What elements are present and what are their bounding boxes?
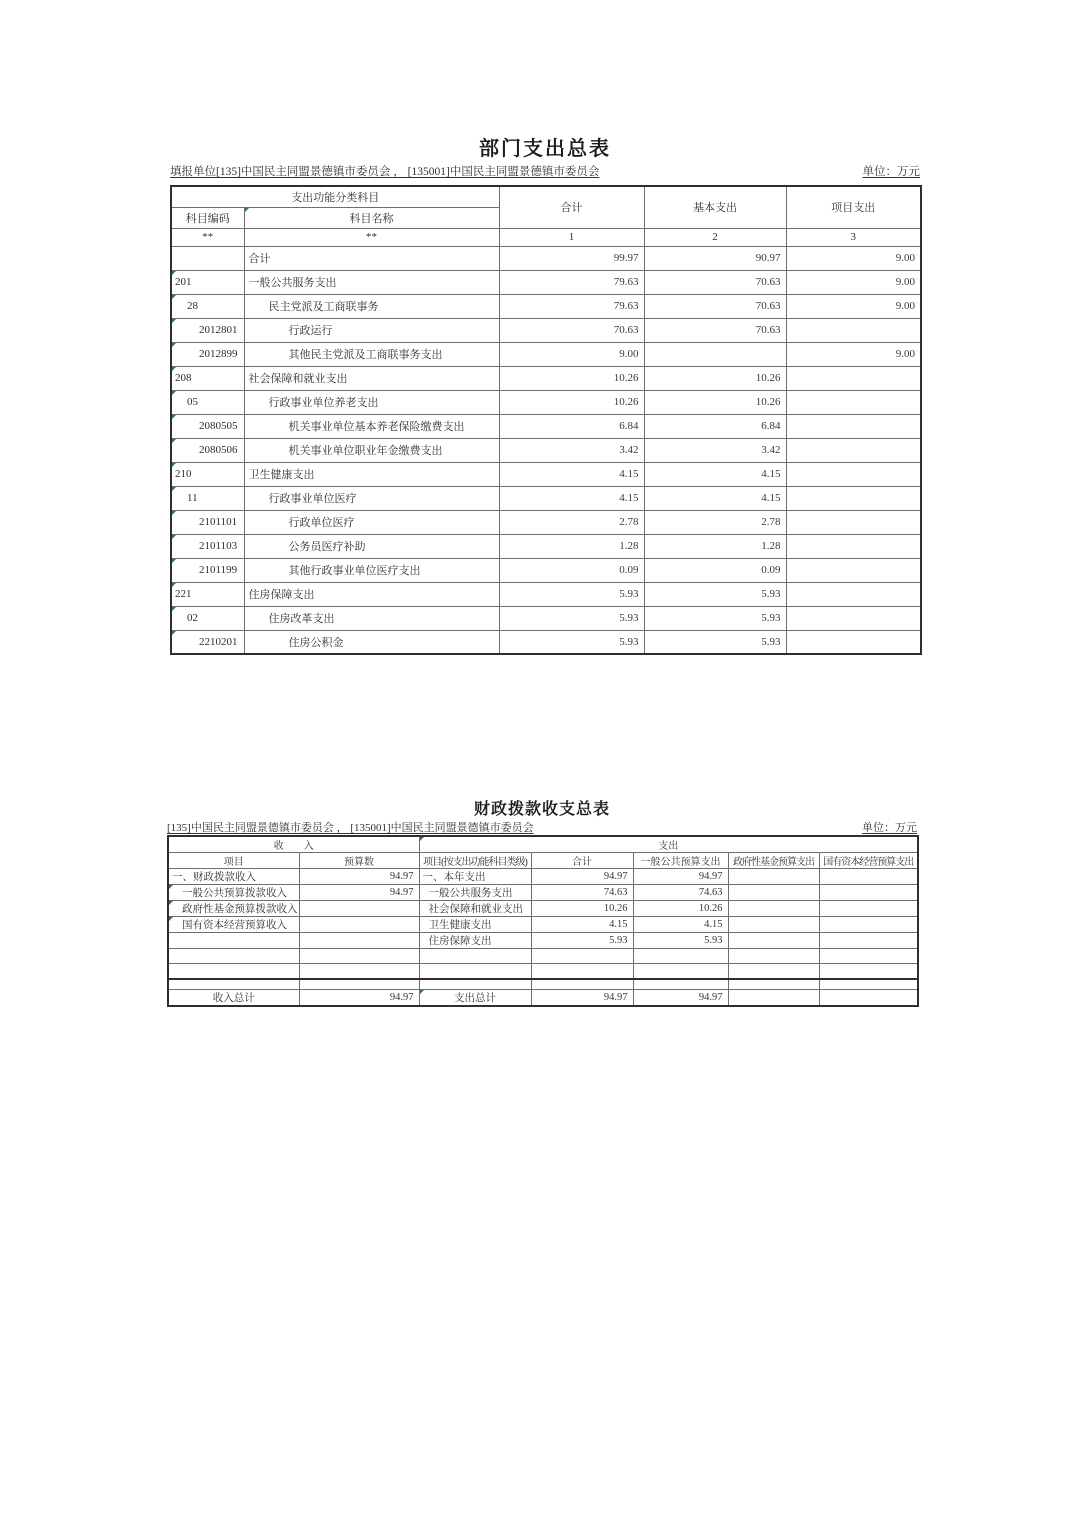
expense-total-cell: 4.15 bbox=[531, 917, 633, 933]
subject-code-cell: 28 bbox=[171, 294, 244, 318]
basic-expenditure-cell: 4.15 bbox=[644, 462, 786, 486]
total-amount-cell: 5.93 bbox=[499, 630, 644, 654]
empty-row bbox=[168, 979, 918, 990]
subject-name-cell: 行政事业单位养老支出 bbox=[244, 390, 499, 414]
basic-expenditure-cell: 0.09 bbox=[644, 558, 786, 582]
total-amount-cell: 70.63 bbox=[499, 318, 644, 342]
subject-name-cell: 机关事业单位职业年金缴费支出 bbox=[244, 438, 499, 462]
project-expenditure-cell bbox=[786, 438, 921, 462]
basic-expenditure-cell: 90.97 bbox=[644, 246, 786, 270]
budget-amount-cell: 94.97 bbox=[299, 885, 419, 901]
income-item-cell: 一、财政拨款收入 bbox=[168, 869, 299, 885]
col-number-cell: 2 bbox=[644, 228, 786, 246]
project-expenditure-cell bbox=[786, 510, 921, 534]
project-expenditure-cell: 9.00 bbox=[786, 342, 921, 366]
subject-name-cell: 卫生健康支出 bbox=[244, 462, 499, 486]
empty-cell bbox=[299, 964, 419, 979]
income-group-header: 收 入 bbox=[168, 836, 419, 853]
table-row bbox=[171, 318, 921, 342]
empty-cell bbox=[419, 964, 531, 979]
subject-name-header: 科目名称 bbox=[244, 207, 499, 228]
fiscal-appropriation-subtitle-row bbox=[167, 819, 917, 835]
basic-expenditure-cell: 70.63 bbox=[644, 318, 786, 342]
empty-cell bbox=[728, 979, 819, 990]
table-row bbox=[171, 414, 921, 438]
subject-code-cell: 2012801 bbox=[171, 318, 244, 342]
reporting-unit-label: 填报单位[135]中国民主同盟景德镇市委员会 ， [135001]中国民主同盟景德镇市委员会 bbox=[170, 166, 600, 178]
table-row bbox=[168, 933, 918, 949]
project-expenditure-cell bbox=[786, 390, 921, 414]
unit-label: 单位：万元 bbox=[862, 822, 917, 834]
table-row bbox=[171, 510, 921, 534]
state-capital-cell bbox=[819, 933, 918, 949]
income-item-cell: 政府性基金预算拨款收入 bbox=[168, 901, 299, 917]
total-amount-cell: 9.00 bbox=[499, 342, 644, 366]
basic-expenditure-cell: 3.42 bbox=[644, 438, 786, 462]
subject-code-cell: 2101101 bbox=[171, 510, 244, 534]
subject-code-cell bbox=[171, 246, 244, 270]
expense-total-cell: 10.26 bbox=[531, 901, 633, 917]
subject-code-cell: 201 bbox=[171, 270, 244, 294]
expense-item-cell: 卫生健康支出 bbox=[419, 917, 531, 933]
expense-item-cell: 社会保障和就业支出 bbox=[419, 901, 531, 917]
general-budget-total-cell: 94.97 bbox=[633, 990, 728, 1007]
project-expenditure-cell bbox=[786, 414, 921, 438]
empty-cell bbox=[531, 964, 633, 979]
income-total-amount-cell: 94.97 bbox=[299, 990, 419, 1007]
subject-name-cell: 行政单位医疗 bbox=[244, 510, 499, 534]
general-budget-header: 一般公共预算支出 bbox=[633, 853, 728, 869]
total-col-header: 合计 bbox=[499, 186, 644, 228]
reporting-unit-label: [135]中国民主同盟景德镇市委员会 ， [135001]中国民主同盟景德镇市委员会 bbox=[167, 822, 534, 834]
gov-fund-cell bbox=[728, 885, 819, 901]
subject-name-cell: 公务员医疗补助 bbox=[244, 534, 499, 558]
name-star-cell: ** bbox=[244, 228, 499, 246]
total-amount-cell: 2.78 bbox=[499, 510, 644, 534]
table-row bbox=[171, 246, 921, 270]
table-row bbox=[171, 462, 921, 486]
project-expenditure-cell bbox=[786, 534, 921, 558]
expense-item-cell: 一般公共服务支出 bbox=[419, 885, 531, 901]
general-budget-cell: 4.15 bbox=[633, 917, 728, 933]
total-amount-cell: 79.63 bbox=[499, 294, 644, 318]
empty-cell bbox=[168, 979, 299, 990]
subject-code-cell: 05 bbox=[171, 390, 244, 414]
department-expenditure-subtitle-row bbox=[170, 163, 920, 179]
col-number-cell: 1 bbox=[499, 228, 644, 246]
table-row bbox=[168, 869, 918, 885]
total-amount-cell: 6.84 bbox=[499, 414, 644, 438]
basic-expenditure-cell: 5.93 bbox=[644, 630, 786, 654]
code-star-cell: ** bbox=[171, 228, 244, 246]
project-expenditure-cell bbox=[786, 462, 921, 486]
project-expenditure-cell bbox=[786, 486, 921, 510]
gov-fund-cell bbox=[728, 901, 819, 917]
budget-amount-cell bbox=[299, 901, 419, 917]
state-capital-cell bbox=[819, 917, 918, 933]
total-amount-cell: 10.26 bbox=[499, 390, 644, 414]
expense-total-amount-cell: 94.97 bbox=[531, 990, 633, 1007]
subject-code-cell: 2080505 bbox=[171, 414, 244, 438]
department-expenditure-table bbox=[170, 185, 922, 655]
table-row bbox=[171, 558, 921, 582]
subject-name-cell: 民主党派及工商联事务 bbox=[244, 294, 499, 318]
budget-amount-cell bbox=[299, 917, 419, 933]
empty-cell bbox=[168, 964, 299, 979]
empty-cell bbox=[819, 979, 918, 990]
general-budget-cell: 94.97 bbox=[633, 869, 728, 885]
subject-name-cell: 行政运行 bbox=[244, 318, 499, 342]
empty-cell bbox=[168, 949, 299, 964]
basic-expenditure-cell: 10.26 bbox=[644, 390, 786, 414]
total-amount-cell: 79.63 bbox=[499, 270, 644, 294]
func-category-header: 支出功能分类科目 bbox=[171, 186, 499, 207]
expense-item-header: 项目(按支出功能科目类级) bbox=[419, 853, 531, 869]
subject-code-cell: 2012899 bbox=[171, 342, 244, 366]
basic-expenditure-cell: 70.63 bbox=[644, 270, 786, 294]
fiscal-appropriation-table bbox=[167, 835, 919, 1007]
table-row bbox=[171, 630, 921, 654]
total-amount-cell: 3.42 bbox=[499, 438, 644, 462]
table-header-row bbox=[168, 836, 918, 853]
table-row bbox=[171, 294, 921, 318]
table-row bbox=[171, 582, 921, 606]
table-row bbox=[171, 366, 921, 390]
expense-item-cell: 一、本年支出 bbox=[419, 869, 531, 885]
subject-code-cell: 11 bbox=[171, 486, 244, 510]
table-row bbox=[171, 486, 921, 510]
project-expenditure-cell bbox=[786, 630, 921, 654]
subject-name-cell: 住房公积金 bbox=[244, 630, 499, 654]
project-expenditure-cell bbox=[786, 582, 921, 606]
basic-expenditure-cell: 6.84 bbox=[644, 414, 786, 438]
income-total-label-cell: 收入总计 bbox=[168, 990, 299, 1007]
total-amount-cell: 4.15 bbox=[499, 486, 644, 510]
table-header-row bbox=[171, 186, 921, 207]
subject-code-cell: 02 bbox=[171, 606, 244, 630]
general-budget-cell: 74.63 bbox=[633, 885, 728, 901]
subject-code-cell: 221 bbox=[171, 582, 244, 606]
project-expenditure-cell: 9.00 bbox=[786, 270, 921, 294]
empty-cell bbox=[299, 949, 419, 964]
project-expenditure-col-header: 项目支出 bbox=[786, 186, 921, 228]
budget-amount-cell bbox=[299, 933, 419, 949]
fiscal-appropriation-title: 财政拨款收支总表 bbox=[473, 801, 610, 818]
subject-name-cell: 机关事业单位基本养老保险缴费支出 bbox=[244, 414, 499, 438]
project-expenditure-cell bbox=[786, 606, 921, 630]
col-number-cell: 3 bbox=[786, 228, 921, 246]
budget-amount-cell: 94.97 bbox=[299, 869, 419, 885]
subject-name-cell: 住房保障支出 bbox=[244, 582, 499, 606]
income-item-header: 项目 bbox=[168, 853, 299, 869]
basic-expenditure-cell: 5.93 bbox=[644, 582, 786, 606]
basic-expenditure-cell: 2.78 bbox=[644, 510, 786, 534]
state-capital-total-cell bbox=[819, 990, 918, 1007]
project-expenditure-cell bbox=[786, 558, 921, 582]
subject-name-cell: 一般公共服务支出 bbox=[244, 270, 499, 294]
subject-name-cell: 合计 bbox=[244, 246, 499, 270]
income-item-cell: 国有资本经营预算收入 bbox=[168, 917, 299, 933]
general-budget-cell: 10.26 bbox=[633, 901, 728, 917]
subject-name-cell: 住房改革支出 bbox=[244, 606, 499, 630]
table-row bbox=[171, 534, 921, 558]
table-row bbox=[171, 270, 921, 294]
empty-cell bbox=[633, 949, 728, 964]
column-index-row bbox=[171, 228, 921, 246]
table-row bbox=[168, 990, 918, 1007]
expense-total-cell: 5.93 bbox=[531, 933, 633, 949]
unit-label: 单位：万元 bbox=[862, 166, 920, 178]
empty-cell bbox=[819, 949, 918, 964]
expense-total-cell: 74.63 bbox=[531, 885, 633, 901]
basic-expenditure-cell: 1.28 bbox=[644, 534, 786, 558]
expense-total-header: 合计 bbox=[531, 853, 633, 869]
gov-fund-cell bbox=[728, 869, 819, 885]
subject-name-cell: 其他行政事业单位医疗支出 bbox=[244, 558, 499, 582]
subject-name-cell: 其他民主党派及工商联事务支出 bbox=[244, 342, 499, 366]
table-row bbox=[168, 901, 918, 917]
basic-expenditure-cell bbox=[644, 342, 786, 366]
total-amount-cell: 4.15 bbox=[499, 462, 644, 486]
table-row bbox=[171, 438, 921, 462]
total-amount-cell: 99.97 bbox=[499, 246, 644, 270]
basic-expenditure-cell: 4.15 bbox=[644, 486, 786, 510]
total-amount-cell: 10.26 bbox=[499, 366, 644, 390]
gov-fund-cell bbox=[728, 917, 819, 933]
basic-expenditure-col-header: 基本支出 bbox=[644, 186, 786, 228]
total-amount-cell: 0.09 bbox=[499, 558, 644, 582]
income-item-cell bbox=[168, 933, 299, 949]
subject-code-cell: 2101199 bbox=[171, 558, 244, 582]
state-capital-cell bbox=[819, 901, 918, 917]
empty-cell bbox=[728, 964, 819, 979]
expense-group-header: 支出 bbox=[419, 836, 918, 853]
expense-total-cell: 94.97 bbox=[531, 869, 633, 885]
empty-cell bbox=[633, 964, 728, 979]
subject-code-cell: 210 bbox=[171, 462, 244, 486]
project-expenditure-cell: 9.00 bbox=[786, 246, 921, 270]
gov-fund-cell bbox=[728, 933, 819, 949]
expense-item-cell: 住房保障支出 bbox=[419, 933, 531, 949]
empty-cell bbox=[633, 979, 728, 990]
total-amount-cell: 1.28 bbox=[499, 534, 644, 558]
budget-amount-header: 预算数 bbox=[299, 853, 419, 869]
empty-cell bbox=[728, 949, 819, 964]
table-row bbox=[171, 390, 921, 414]
empty-row bbox=[168, 949, 918, 964]
total-amount-cell: 5.93 bbox=[499, 582, 644, 606]
basic-expenditure-cell: 5.93 bbox=[644, 606, 786, 630]
subject-name-cell: 社会保障和就业支出 bbox=[244, 366, 499, 390]
total-amount-cell: 5.93 bbox=[499, 606, 644, 630]
subject-name-cell: 行政事业单位医疗 bbox=[244, 486, 499, 510]
table-row bbox=[171, 342, 921, 366]
table-header-row bbox=[168, 853, 918, 869]
project-expenditure-cell: 9.00 bbox=[786, 294, 921, 318]
empty-row bbox=[168, 964, 918, 979]
income-item-cell: 一般公共预算拨款收入 bbox=[168, 885, 299, 901]
general-budget-cell: 5.93 bbox=[633, 933, 728, 949]
subject-code-header: 科目编码 bbox=[171, 207, 244, 228]
table-row bbox=[171, 606, 921, 630]
state-capital-cell bbox=[819, 885, 918, 901]
subject-code-cell: 208 bbox=[171, 366, 244, 390]
table-row bbox=[168, 885, 918, 901]
project-expenditure-cell bbox=[786, 318, 921, 342]
project-expenditure-cell bbox=[786, 366, 921, 390]
subject-code-cell: 2101103 bbox=[171, 534, 244, 558]
empty-cell bbox=[299, 979, 419, 990]
department-expenditure-title: 部门支出总表 bbox=[479, 138, 611, 160]
expense-total-label-cell: 支出总计 bbox=[419, 990, 531, 1007]
basic-expenditure-cell: 10.26 bbox=[644, 366, 786, 390]
table-row bbox=[168, 917, 918, 933]
empty-cell bbox=[419, 949, 531, 964]
empty-cell bbox=[531, 979, 633, 990]
state-capital-budget-header: 国有资本经营预算支出 bbox=[819, 853, 918, 869]
gov-fund-total-cell bbox=[728, 990, 819, 1007]
empty-cell bbox=[419, 979, 531, 990]
gov-fund-budget-header: 政府性基金预算支出 bbox=[728, 853, 819, 869]
basic-expenditure-cell: 70.63 bbox=[644, 294, 786, 318]
empty-cell bbox=[531, 949, 633, 964]
subject-code-cell: 2210201 bbox=[171, 630, 244, 654]
empty-cell bbox=[819, 964, 918, 979]
subject-code-cell: 2080506 bbox=[171, 438, 244, 462]
state-capital-cell bbox=[819, 869, 918, 885]
